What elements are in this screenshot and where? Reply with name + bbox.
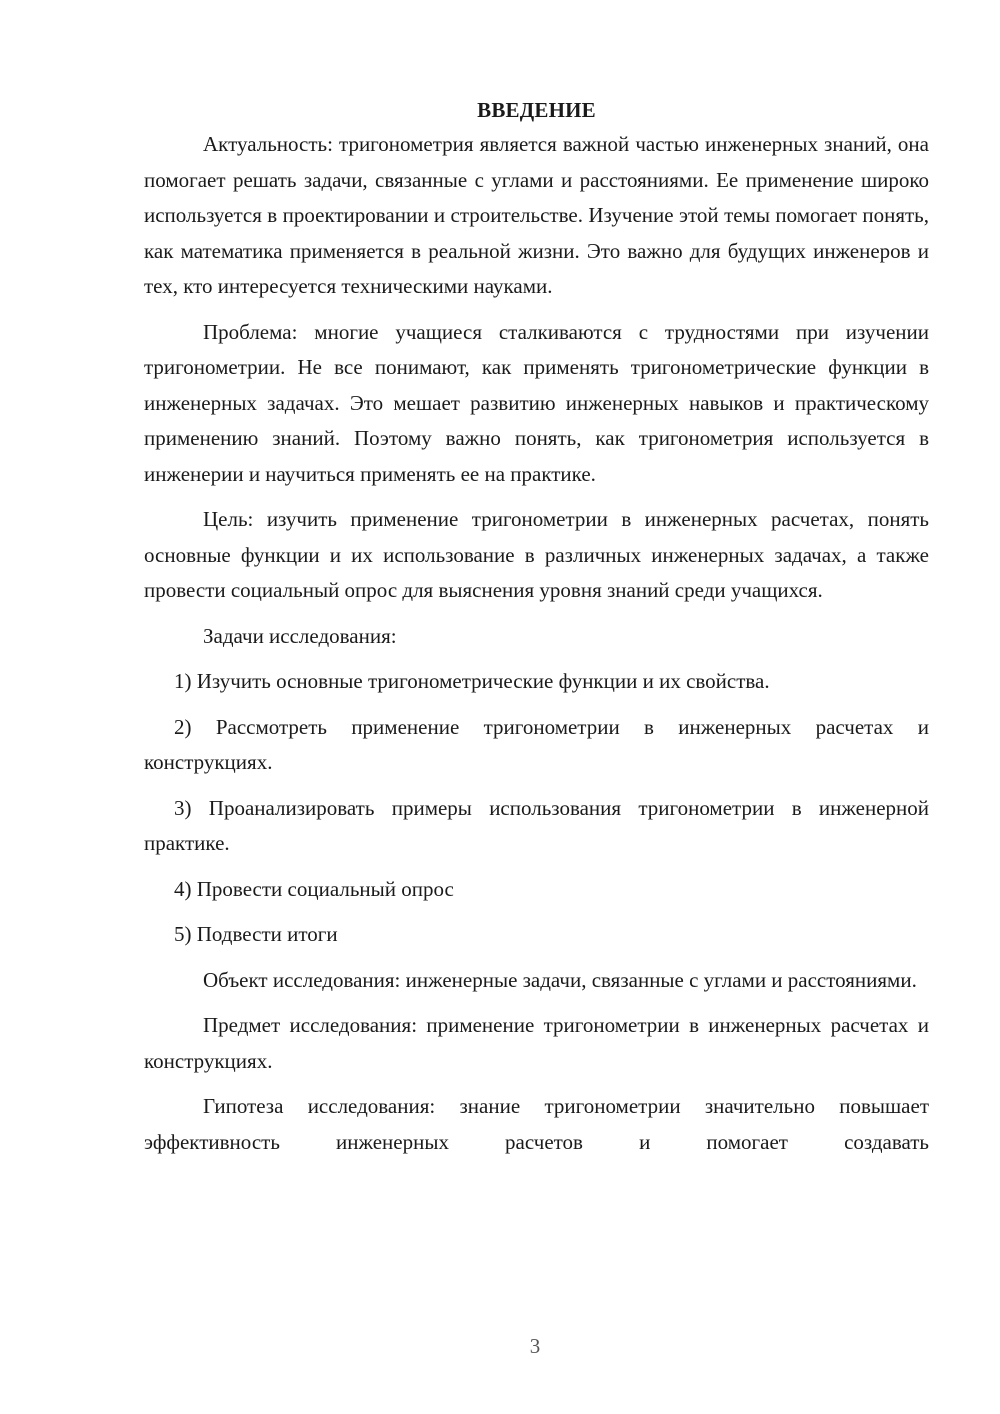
- task-item-4: 4) Провести социальный опрос: [174, 876, 454, 901]
- task-item-5: 5) Подвести итоги: [174, 922, 338, 946]
- page-body: [144, 94, 929, 1160]
- page-title: ВВЕДЕНИЕ: [477, 98, 596, 122]
- paragraph-hypothesis: Гипотеза исследования: знание тригонометрии значительно повышает эффективность инженерных расчетов и помогает создавать: [144, 1094, 929, 1154]
- paragraph-problem: Проблема: многие учащиеся сталкиваются с трудностями при изучении тригонометрии. Не все понимают, как применять тригонометрические функции в инженерных задачах. Это мешает развитию инженерных навыков и практическому применению знаний. Поэтому важно понять, как тригонометрия используется в инженерии и научиться применять ее на практике.: [144, 319, 929, 486]
- task-item-1: 1) Изучить основные тригонометрические функции и их свойства.: [174, 669, 770, 693]
- page-number: 3: [529, 1334, 541, 1358]
- task-item-3: 3) Проанализировать примеры использования тригонометрии в инженерной практике.: [144, 795, 929, 855]
- paragraph-subject: Предмет исследования: применение тригонометрии в инженерных расчетах и конструкциях.: [144, 1013, 929, 1073]
- tasks-heading: Задачи исследования:: [203, 623, 397, 648]
- paragraph-goal: Цель: изучить применение тригонометрии в инженерных расчетах, понять основные функции и их использование в различных инженерных задачах, а также провести социальный опрос для выяснения уровня знаний среди учащихся.: [144, 507, 929, 602]
- task-item-2: 2) Рассмотреть применение тригонометрии в инженерных расчетах и конструкциях.: [144, 714, 929, 774]
- paragraph-relevance: Актуальность: тригонометрия является важной частью инженерных знаний, она помогает решать задачи, связанные с углами и расстояниями. Ее применение широко используется в проектировании и строительстве. Изучение этой темы помогает понять, как математика применяется в реальной жизни. Это важно для будущих инженеров и тех, кто интересуется техническими науками.: [144, 132, 929, 298]
- paragraph-object: Объект исследования: инженерные задачи, связанные с углами и расстояниями.: [203, 967, 917, 992]
